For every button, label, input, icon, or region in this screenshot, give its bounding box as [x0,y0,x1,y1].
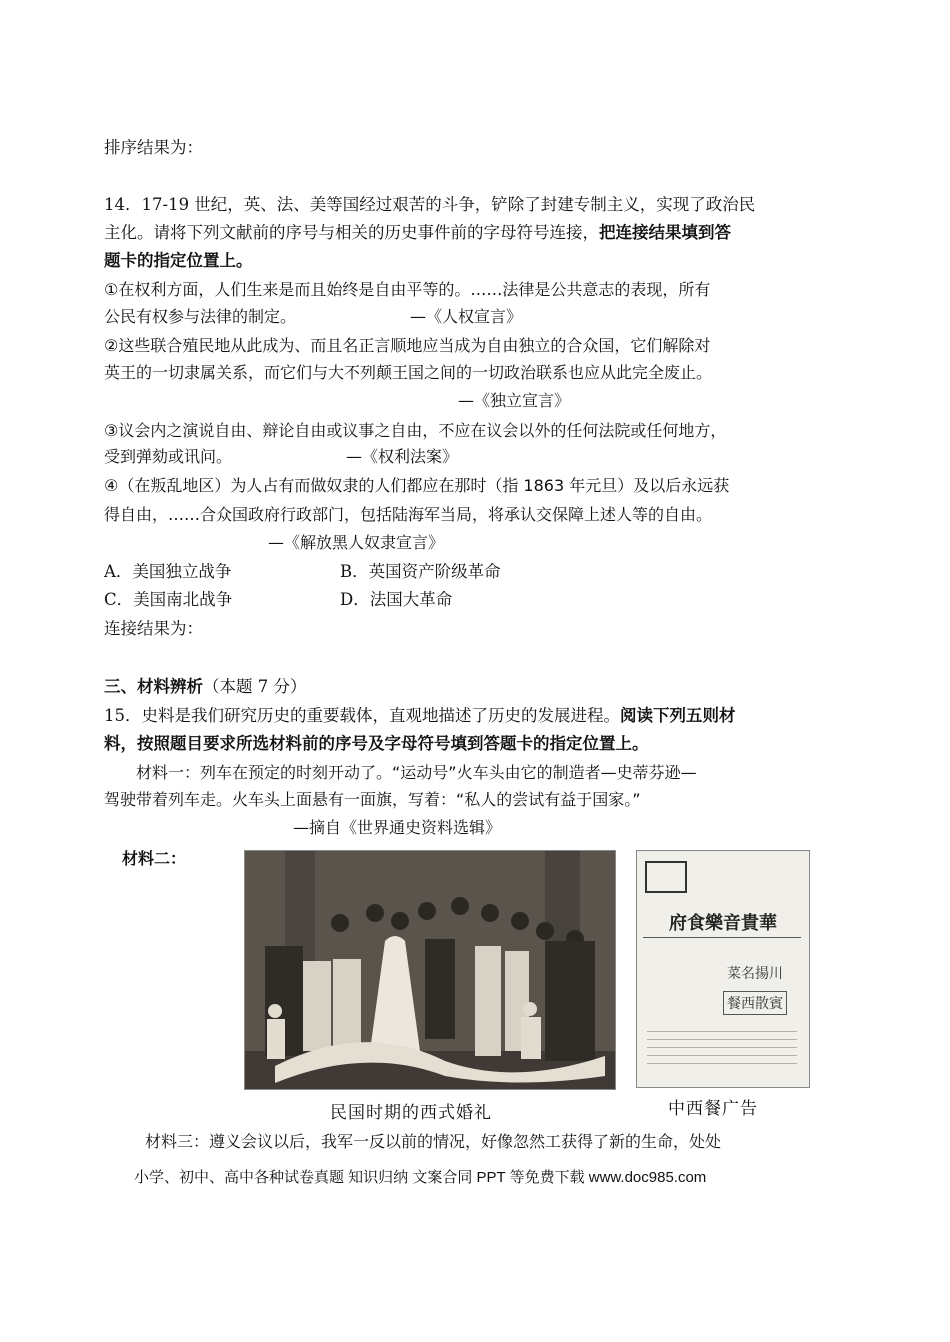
ad-divider [643,937,801,938]
ad-title: 府食樂音貴華 [669,913,777,934]
material1-line-a: 材料一：列车在预定的时刻开动了。“运动号”火车头由它的制造者—史蒂芬逊— [136,763,697,782]
doc1-line-b: 公民有权参与法律的制定。 [104,307,297,326]
section3-title-bold: 三、材料辨析 [104,677,203,696]
q15-line2: 料，按照题目要求所选材料前的序号及字母符号填到答题卡的指定位置上。 [104,734,649,753]
material3-line-a: 材料三：遵义会议以后，我军一反以前的情况，好像忽然工获得了新的生命，处处 [145,1132,722,1151]
section3-title-plain: （本题 7 分） [203,677,307,696]
doc3-line-a: ③议会内之演说自由、辩论自由或议事之自由，不应在议会以外的任何法院或任何地方， [104,421,727,440]
connect-result-line: 连接结果为： [104,619,203,638]
wedding-photo [244,850,616,1090]
q14-line2-bold: 把连接结果填到答 [599,223,731,242]
ad-small-print [647,1031,797,1071]
doc2-line-b: 英王的一切隶属关系，而它们与大不列颠王国之间的一切政治联系也应从此完全废止。 [104,363,713,382]
restaurant-ad-caption: 中西餐广告 [668,1099,758,1119]
doc3-source: —《权利法案》 [346,447,459,466]
doc4-source: —《解放黑人奴隶宣言》 [268,533,445,552]
doc4-line-a: ④（在叛乱地区）为人占有而做奴隶的人们都应在那时（指 1863 年元旦）及以后永远获 [104,476,730,495]
q14-line3: 题卡的指定位置上。 [104,251,253,270]
section3-title [104,676,307,698]
q14-line2-plain: 主化。请将下列文献前的序号与相关的历史事件前的字母符号连接， [104,223,599,242]
doc2-source: —《独立宣言》 [458,391,571,410]
sort-result-line: 排序结果为： [104,138,203,157]
doc3-line-b: 受到弹劾或讯问。 [104,447,233,466]
q15-line1 [104,705,736,727]
material1-line-b: 驾驶带着列车走。火车头上面悬有一面旗，写着：“私人的尝试有益于国家。” [104,790,641,809]
q15-line1-plain: 15．史料是我们研究历史的重要载体，直观地描述了历史的发展进程。 [104,706,620,725]
doc1-source: —《人权宣言》 [410,307,523,326]
ad-sub-2: 餐西散賓 [723,991,787,1015]
footer-text: 小学、初中、高中各种试卷真题 知识归纳 文案合同 PPT 等免费下载 www.doc985.com [134,1169,707,1186]
doc4-line-b: 得自由，……合众国政府行政部门，包括陆海军当局，将承认交保障上述人等的自由。 [104,505,713,524]
q15-line1-bold: 阅读下列五则材 [620,706,736,725]
material2-label: 材料二： [122,849,187,868]
wedding-photo-illustration [245,851,615,1089]
wedding-photo-caption: 民国时期的西式婚礼 [330,1103,492,1123]
doc1-line-a: ①在权利方面，人们生来是而且始终是自由平等的。……法律是公共意志的表现，所有 [104,280,711,299]
doc2-line-a: ②这些联合殖民地从此成为、而且名正言顺地应当成为自由独立的合众国，它们解除对 [104,336,711,355]
option-d: D．法国大革命 [340,590,453,609]
option-b: B．英国资产阶级革命 [340,562,501,581]
option-c: C．美国南北战争 [104,590,233,609]
restaurant-ad [636,850,810,1088]
ad-sub-1: 菜名揚川 [727,966,783,982]
material1-source: —摘自《世界通史资料选辑》 [293,818,502,837]
option-a: A．美国独立战争 [104,562,232,581]
q14-line2 [104,222,731,244]
ad-logo-box [645,861,687,893]
q14-line1: 14．17-19 世纪，英、法、美等国经过艰苦的斗争，铲除了封建专制主义，实现了政治民 [104,195,756,214]
